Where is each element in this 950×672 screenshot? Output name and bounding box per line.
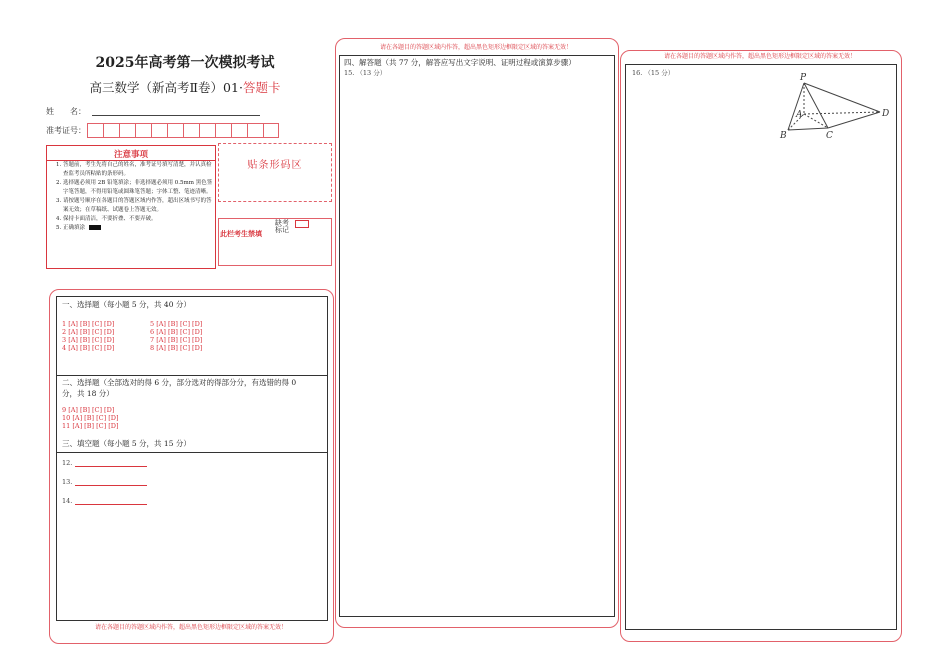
- point-label-d: D: [882, 109, 890, 119]
- exam-subtitle: [60, 78, 310, 96]
- section1-col2: [150, 320, 202, 352]
- warning-top-middle: 请在各题目的答题区域内作答，超出黑色矩形边框限定区域的答案无效！: [379, 44, 572, 51]
- notice-list: [51, 161, 215, 233]
- choice-row[interactable]: 8 [A] [B] [C] [D]: [150, 344, 203, 352]
- q14-blank[interactable]: [75, 504, 147, 505]
- choice-row[interactable]: 3 [A] [B] [C] [D]: [62, 336, 115, 344]
- notice-item-fill: [63, 224, 215, 233]
- fill-label: 正确填涂: [63, 225, 86, 231]
- name-field[interactable]: [92, 115, 260, 116]
- point-label-b: B: [780, 131, 787, 140]
- edge-bc: [788, 128, 828, 130]
- notice-item: 1. 答题前，考生先将自己的姓名，准考证号填写清楚，并认真检查监考员所粘贴的条形码。: [63, 161, 215, 179]
- section3-heading: 三、填空题（每小题 5 分，共 15 分）: [62, 439, 191, 448]
- subtitle-main: 高三数学（新高考Ⅱ卷）01·: [89, 80, 243, 95]
- section4-heading: 四、解答题（共 77 分，解答应写出文字说明、证明过程或演算步骤）: [344, 58, 576, 67]
- choice-row[interactable]: 11 [A] [B] [C] [D]: [62, 422, 119, 430]
- warning-bottom-left: 请在各题目的答题区域内作答，超出黑色矩形边框限定区域的答案无效！: [94, 624, 287, 631]
- notice-item: 4. 保持卡面清洁，不要折叠、不要弄破。: [63, 215, 215, 224]
- notice-item: 2. 选择题必须用 2B 铅笔填涂；非选择题必须用 0.5mm 黑色签字笔答题，不得用铅笔或圆珠笔答题；字体工整、笔迹清晰。: [63, 179, 215, 197]
- edge-pd: [804, 83, 880, 112]
- q15-label: 15. （13 分）: [344, 69, 387, 77]
- notice-title: 注意事项: [113, 150, 148, 160]
- exam-title: 2025年高考第一次模拟考试: [95, 55, 275, 71]
- section-divider: [56, 375, 327, 376]
- exam-id-boxes[interactable]: [87, 123, 279, 138]
- absent-checkbox[interactable]: [295, 220, 309, 228]
- edge-cd: [828, 112, 880, 128]
- section2-heading: 二、选择题（全部选对的得 6 分，部分选对的得部分分，有选错的得 0 分，共 18 分）: [62, 378, 297, 398]
- choice-row[interactable]: 9 [A] [B] [C] [D]: [62, 406, 115, 414]
- point-label-c: C: [826, 131, 833, 140]
- q15-answer-frame[interactable]: [339, 55, 615, 617]
- absent-box: [218, 218, 332, 266]
- warning-top-right: 请在各题目的答题区域内作答，超出黑色矩形边框限定区域的答案无效！: [663, 53, 856, 60]
- subtitle-red: 答题卡: [242, 80, 281, 95]
- q16-answer-frame[interactable]: [625, 64, 897, 630]
- edge-ad-hidden: [804, 112, 880, 114]
- point-label-p: P: [800, 73, 807, 83]
- edge-pc: [804, 83, 828, 128]
- q12-blank[interactable]: [75, 466, 147, 467]
- notice-box: [46, 145, 216, 269]
- absent-label: 此栏考生禁填: [220, 230, 262, 238]
- choice-row[interactable]: 7 [A] [B] [C] [D]: [150, 336, 203, 344]
- q16-label: 16. （15 分）: [632, 69, 675, 77]
- name-label: 姓 名：: [46, 107, 86, 116]
- choice-row[interactable]: 10 [A] [B] [C] [D]: [62, 414, 119, 422]
- q12-label: 12.: [62, 459, 73, 467]
- choice-row[interactable]: 5 [A] [B] [C] [D]: [150, 320, 203, 328]
- fill-sample-icon: [89, 225, 101, 230]
- choice-row[interactable]: 1 [A] [B] [C] [D]: [62, 320, 115, 328]
- barcode-area: [218, 143, 332, 202]
- absent-mark-label: 缺考 标记: [275, 219, 289, 234]
- section-divider: [56, 452, 327, 453]
- choice-row[interactable]: 6 [A] [B] [C] [D]: [150, 328, 203, 336]
- q13-label: 13.: [62, 478, 73, 486]
- section2-choices: [62, 406, 118, 430]
- edge-pb: [788, 83, 804, 130]
- pyramid-figure: [770, 70, 895, 140]
- notice-item: 3. 请按题号顺序在各题目的答题区域内作答，超出区域书写的答案无效；在草稿纸、试题卷上答题无效。: [63, 197, 215, 215]
- choice-row[interactable]: 2 [A] [B] [C] [D]: [62, 328, 115, 336]
- point-label-a: A: [796, 110, 803, 120]
- barcode-label: 贴条形码区: [247, 160, 303, 171]
- choice-row[interactable]: 4 [A] [B] [C] [D]: [62, 344, 115, 352]
- section1-heading: 一、选择题（每小题 5 分，共 40 分）: [62, 300, 191, 309]
- id-label: 准考证号：: [46, 126, 86, 135]
- q13-blank[interactable]: [75, 485, 147, 486]
- q14-label: 14.: [62, 497, 73, 505]
- section1-col1: [62, 320, 114, 352]
